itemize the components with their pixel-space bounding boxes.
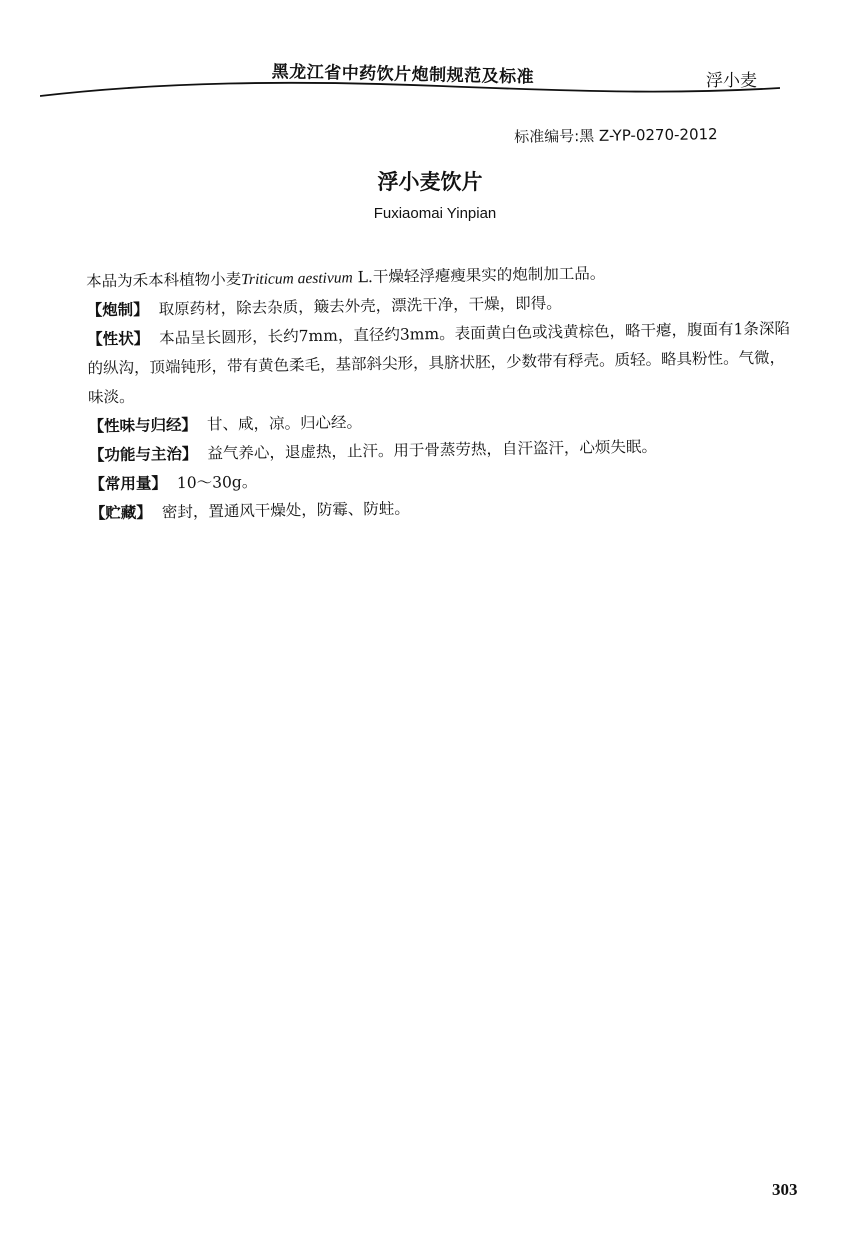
page-title: 浮小麦饮片 — [377, 170, 483, 194]
section-text: 本品呈长圆形，长约7mm，直径约3mm。表面黄白色或浅黄棕色，略干瘪，腹面有1条深陷的纵沟，顶端钝形，带有黄色柔毛，基部斜尖形，具脐状胚，少数带有稃壳。质轻。略具粉性。气微，味淡。 — [87, 319, 791, 407]
page-number: 303 — [772, 1180, 798, 1199]
header-book-title: 黑龙江省中药饮片炮制规范及标准 — [271, 61, 535, 88]
section-label: 【贮藏】 — [89, 503, 153, 523]
section-label: 【性味与归经】 — [88, 415, 198, 436]
monograph-body — [58, 256, 802, 529]
section-label: 【性状】 — [86, 329, 150, 349]
section-text: 取原药材，除去杂质，簸去外壳，漂洗干净，干燥，即得。 — [158, 294, 562, 319]
intro-text-after: L.干燥轻浮瘪瘦果实的炮制加工品。 — [357, 264, 606, 287]
intro-latin-name: Triticum aestivum — [241, 269, 353, 289]
section-label: 【炮制】 — [86, 300, 149, 320]
section-text: 益气养心，退虚热，止汗。用于骨蒸劳热，自汗盗汗，心烦失眠。 — [207, 437, 658, 463]
section-label: 【常用量】 — [89, 474, 168, 494]
page-subtitle-pinyin: Fuxiaomai Yinpian — [373, 205, 497, 222]
intro-text-before: 本品为禾本科植物小麦 — [86, 270, 242, 291]
section-text: 甘、咸，凉。归心经。 — [206, 413, 363, 434]
section-label: 【功能与主治】 — [88, 444, 198, 465]
section-text: 10～30g。 — [176, 472, 258, 493]
section-description — [59, 314, 800, 413]
header-running-title: 浮小麦 — [706, 71, 757, 91]
section-text: 密封，置通风干燥处，防霉、防蛀。 — [161, 499, 410, 522]
standard-number: 标准编号:黑 Z-YP-0270-2012 — [514, 125, 718, 146]
